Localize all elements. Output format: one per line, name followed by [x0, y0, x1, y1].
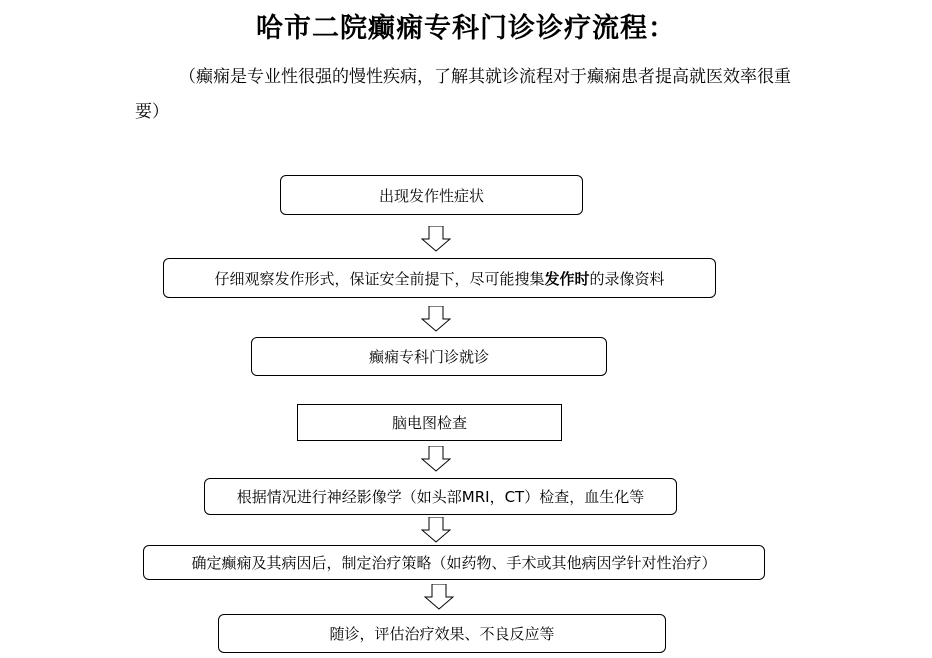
step-label: 随诊，评估治疗效果、不良反应等 — [329, 625, 555, 643]
step-label: 出现发作性症状 — [378, 186, 484, 205]
step-label-emphasis: 发作时 — [544, 269, 590, 288]
step-label: 确定癫痫及其病因后，制定治疗策略（如药物、手术或其他病因学针对性治疗） — [191, 554, 717, 572]
step-symptom-onset — [280, 175, 583, 215]
step-neuroimaging — [204, 478, 677, 515]
down-arrow-icon — [421, 226, 451, 252]
down-arrow-icon — [421, 517, 451, 543]
down-arrow-icon — [421, 306, 451, 332]
step-epilepsy-clinic-visit — [251, 337, 607, 376]
step-follow-up — [218, 614, 666, 653]
down-arrow-icon — [421, 446, 451, 472]
down-arrow-icon — [424, 584, 454, 610]
page-title: 哈市二院癫痫专科门诊诊疗流程： — [256, 13, 676, 44]
step-eeg-exam — [297, 404, 562, 441]
step-label: 仔细观察发作形式，保证安全前提下，尽可能搜集发作时的录像资料 — [214, 269, 665, 288]
intro-text: （癫痫是专业性很强的慢性疾病，了解其就诊流程对于癫痫患者提高就医效率很重要） — [135, 67, 791, 122]
step-treatment-plan — [143, 545, 765, 580]
step-label: 根据情况进行神经影像学（如头部MRI，CT）检查，血生化等 — [236, 488, 645, 506]
step-label: 癫痫专科门诊就诊 — [368, 348, 489, 366]
step-observe-record — [163, 258, 716, 298]
step-label: 脑电图检查 — [391, 414, 467, 432]
